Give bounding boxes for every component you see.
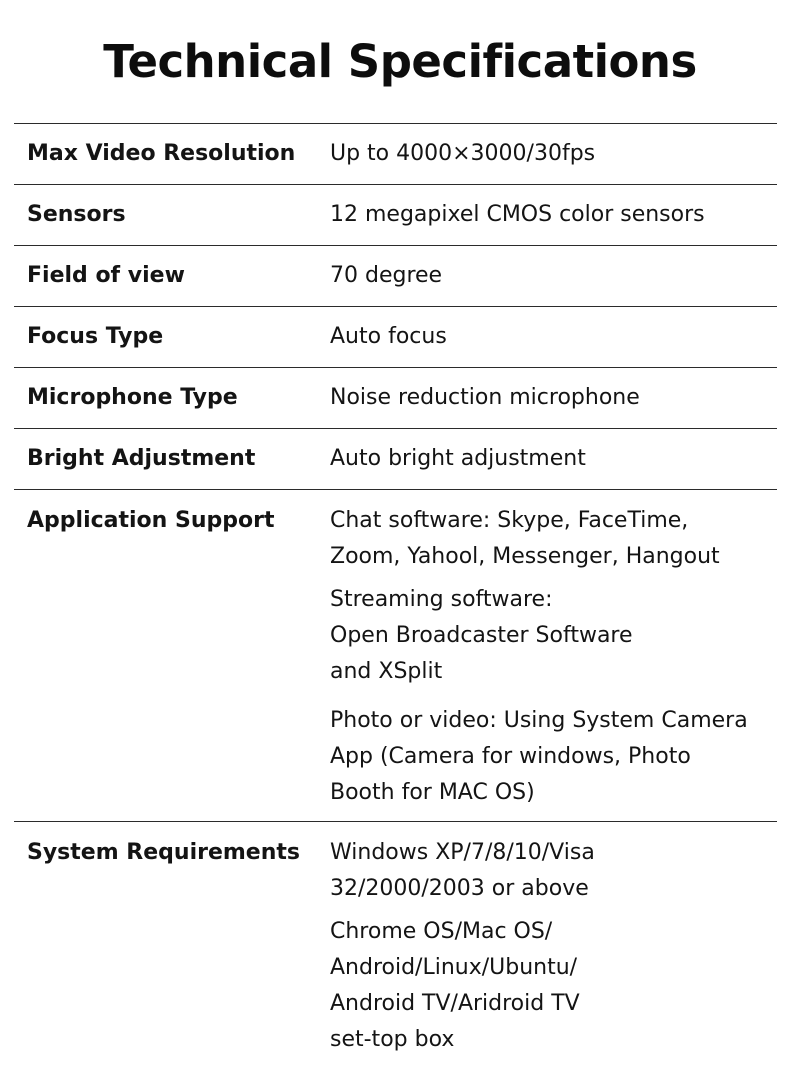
spec-value: Auto focus (330, 324, 447, 349)
spec-label: Application Support (27, 508, 275, 533)
spec-row-system-requirements (14, 822, 777, 1068)
spec-line: Android/Linux/Ubuntu/ (330, 955, 578, 980)
spec-table (14, 123, 777, 1068)
spec-line: Windows XP/7/8/10/Visa (330, 840, 595, 865)
spec-label: Focus Type (27, 324, 164, 349)
spec-line: and XSplit (330, 659, 443, 684)
spec-value: 70 degree (330, 263, 443, 288)
spec-paragraph (330, 835, 777, 907)
spec-line: set-top box (330, 1027, 455, 1052)
spec-label: Bright Adjustment (27, 446, 256, 471)
spec-line: Zoom, Yahool, Messenger, Hangout (330, 544, 720, 569)
spec-label: Max Video Resolution (27, 141, 296, 166)
spec-line: 32/2000/2003 or above (330, 876, 589, 901)
spec-value: 12 megapixel CMOS color sensors (330, 202, 705, 227)
page-title: Technical Specifications (103, 35, 697, 88)
spec-paragraph (330, 582, 777, 690)
spec-row-application-support (14, 490, 777, 822)
spec-row-max-video-resolution (14, 124, 777, 185)
spec-value: Noise reduction microphone (330, 385, 640, 410)
spec-line: Chat software: Skype, FaceTime, (330, 508, 689, 533)
spec-line: Photo or video: Using System Camera (330, 708, 748, 733)
spec-label: Sensors (27, 202, 126, 227)
spec-row-microphone-type (14, 368, 777, 429)
spec-value (330, 822, 777, 1068)
spec-row-focus-type (14, 307, 777, 368)
spec-value: Auto bright adjustment (330, 446, 586, 471)
spec-paragraph (330, 914, 777, 1058)
spec-paragraph (330, 703, 777, 811)
spec-line: App (Camera for windows, Photo (330, 744, 691, 769)
spec-row-field-of-view (14, 246, 777, 307)
spec-label: Field of view (27, 263, 185, 288)
spec-value (330, 490, 777, 821)
spec-line: Streaming software: (330, 587, 553, 612)
spec-line: Android TV/Aridroid TV (330, 991, 580, 1016)
spec-label: Microphone Type (27, 385, 238, 410)
spec-line: Booth for MAC OS) (330, 780, 535, 805)
spec-line: Open Broadcaster Software (330, 623, 633, 648)
spec-paragraph (330, 503, 777, 575)
spec-label: System Requirements (27, 840, 301, 865)
spec-row-bright-adjustment (14, 429, 777, 490)
spec-line: Chrome OS/Mac OS/ (330, 919, 553, 944)
spec-value: Up to 4000×3000/30fps (330, 141, 596, 166)
spec-row-sensors (14, 185, 777, 246)
